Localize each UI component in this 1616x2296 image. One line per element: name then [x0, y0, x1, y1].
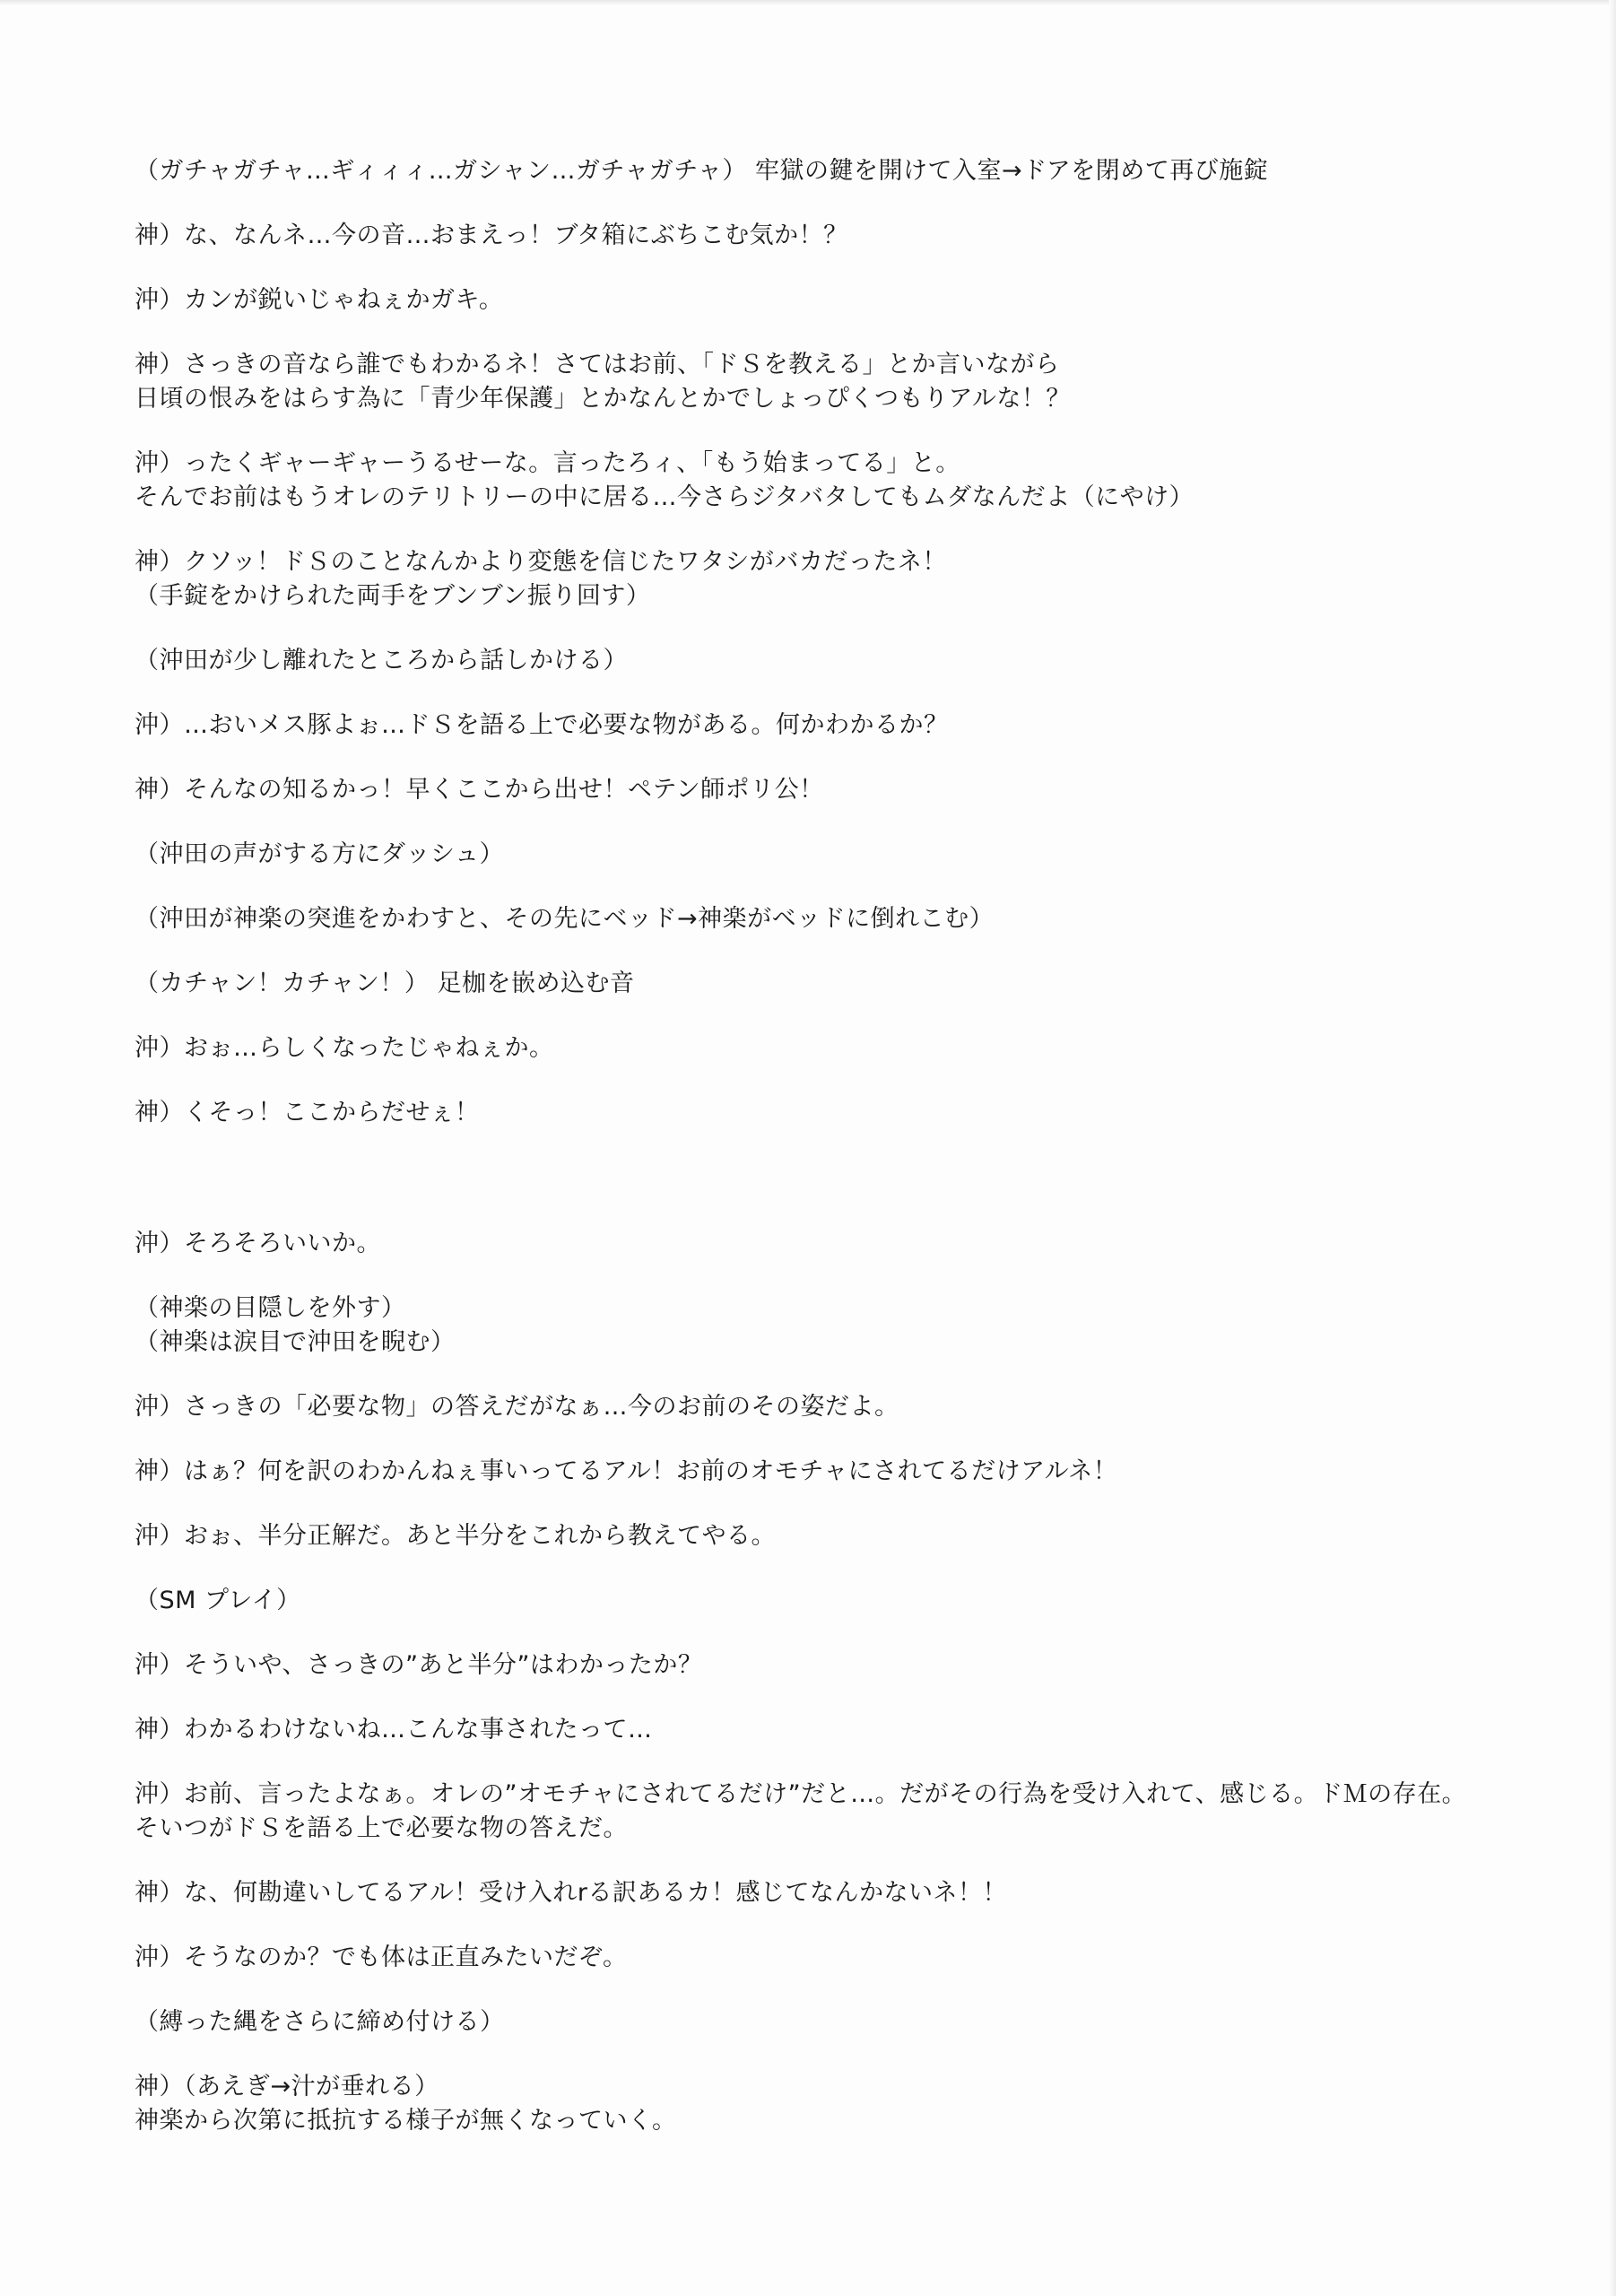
script-line: 沖）おぉ、半分正解だ。あと半分をこれから教えてやる。	[135, 1522, 776, 1550]
script-line: 沖）そうなのか？でも体は正直みたいだぞ。	[135, 1944, 628, 1971]
script-line: （手錠をかけられた両手をブンブン振り回す）	[135, 582, 651, 610]
script-line: （沖田の声がする方にダッシュ）	[135, 840, 504, 868]
script-line: 沖）さっきの「必要な物」の答えだがなぁ…今のお前のその姿だよ。	[135, 1393, 899, 1421]
script-line: （SM プレイ）	[135, 1587, 301, 1614]
script-line: 沖）…おいメス豚よぉ…ドＳを語る上で必要な物がある。何かわかるか？	[135, 711, 949, 739]
script-line: （縛った縄をさらに締め付ける）	[135, 2008, 505, 2036]
script-line: そいつがドＳを語る上で必要な物の答えだ。	[135, 1814, 628, 1842]
script-text-block	[135, 154, 1569, 2138]
script-line: 神）クソッ！ドＳのことなんかより変態を信じたワタシがバカだったネ！	[135, 548, 947, 576]
script-line: 沖）お前、言ったよなぁ。オレの”オモチャにされてるだけ”だと…。だがその行為を受け入れて、感じる。ドＭの存在。	[135, 1780, 1467, 1808]
script-line: 神楽から次第に抵抗する様子が無くなっていく。	[135, 2107, 677, 2135]
script-line: （沖田が神楽の突進をかわすと、その先にベッド→神楽がベッドに倒れこむ）	[135, 905, 995, 933]
script-line: 沖）ったくギャーギャーうるせーな。言ったろィ、「もう始まってる」と。	[135, 449, 960, 477]
script-line: そんでお前はもうオレのテリトリーの中に居る…今さらジタバタしてもムダなんだよ（にやけ）	[135, 483, 1195, 511]
script-line: 神）はぁ？何を訳のわかんねぇ事いってるアル！お前のオモチャにされてるだけアルネ！	[135, 1457, 1118, 1485]
script-line: （カチャン！カチャン！） 足枷を嵌め込む音	[135, 970, 635, 997]
script-line: 沖）そろそろいいか。	[135, 1230, 381, 1257]
script-line: 沖）カンが鋭いじゃねぇかガキ。	[135, 286, 504, 314]
scan-edge-top	[0, 0, 1616, 5]
script-line: 日頃の恨みをはらす為に「青少年保護」とかなんとかでしょっぴくつもりアルな！？	[135, 385, 1071, 413]
scan-edge-right	[1609, 0, 1616, 2296]
script-line: 沖）そういや、さっきの”あと半分”はわかったか？	[135, 1651, 703, 1679]
script-line: 神）くそっ！ここからだせぇ！	[135, 1099, 480, 1126]
script-line: （ガチャガチャ…ギィィィ…ガシャン…ガチャガチャ） 牢獄の鍵を開けて入室→ドアを閉めて再び施錠	[135, 157, 1269, 185]
script-line: 神）（あえぎ→汁が垂れる）	[135, 2073, 439, 2100]
script-line: （神楽は涙目で沖田を睨む）	[135, 1328, 456, 1356]
script-line: （沖田が少し離れたところから話しかける）	[135, 647, 628, 674]
script-line: 沖）おぉ…らしくなったじゃねぇか。	[135, 1034, 554, 1062]
script-line: 神）な、何勘違いしてるアル！受け入れrる訳あるカ！感じてなんかないネ！！	[135, 1879, 1008, 1907]
script-line: 神）わかるわけないね…こんな事されたって…	[135, 1716, 653, 1744]
script-line: 神）そんなの知るかっ！早くここから出せ！ペテン師ポリ公！	[135, 776, 824, 804]
script-line: 神）さっきの音なら誰でもわかるネ！さてはお前、「ドＳを教える」とか言いながら	[135, 351, 1060, 378]
script-line: （神楽の目隠しを外す）	[135, 1294, 406, 1322]
script-line: 神）な、なんネ…今の音…おまえっ！ブタ箱にぶちこむ気か！？	[135, 222, 848, 249]
